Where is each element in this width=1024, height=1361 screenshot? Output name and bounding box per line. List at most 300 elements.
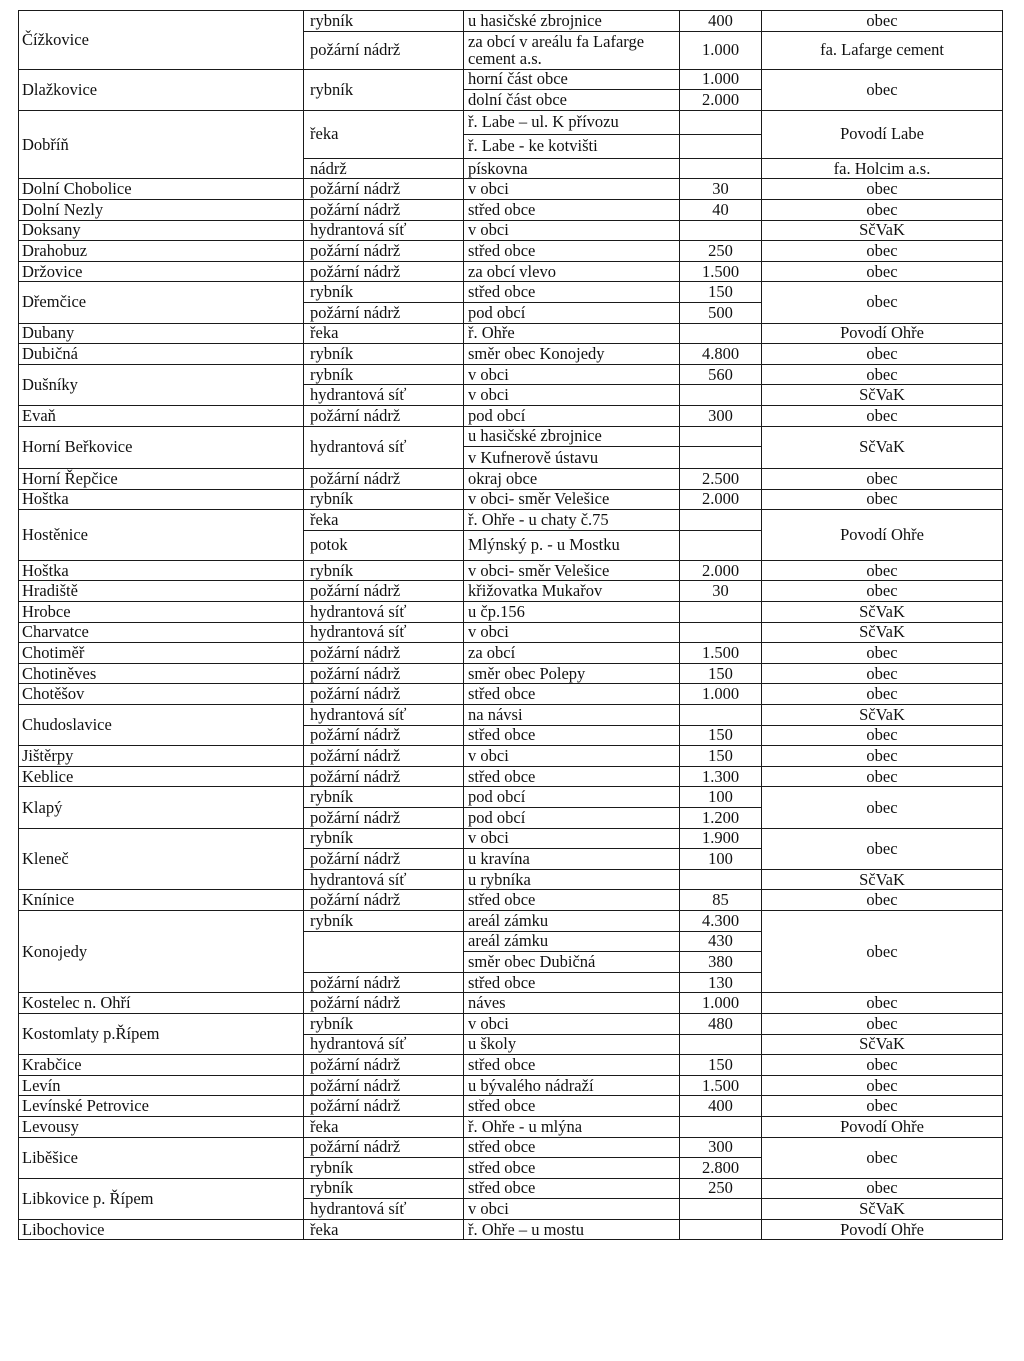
source-type-cell: požární nádrž: [304, 808, 464, 829]
source-type-cell: požární nádrž: [304, 993, 464, 1014]
municipality-cell: Levínské Petrovice: [19, 1096, 304, 1117]
volume-cell: 40: [680, 199, 762, 220]
owner-cell: SčVaK: [762, 385, 1003, 406]
table-row: [19, 581, 1003, 602]
location-cell: v Kufnerově ústavu: [464, 447, 680, 469]
table-row: [19, 643, 1003, 664]
source-type-cell: požární nádrž: [304, 725, 464, 746]
owner-cell: obec: [762, 766, 1003, 787]
location-cell: střed obce: [464, 1096, 680, 1117]
source-type-cell: nádrž: [304, 158, 464, 179]
volume-cell: [680, 510, 762, 531]
location-cell: střed obce: [464, 684, 680, 705]
municipality-cell: Libkovice p. Řípem: [19, 1178, 304, 1219]
source-type-cell: požární nádrž: [304, 890, 464, 911]
location-cell: střed obce: [464, 241, 680, 262]
volume-cell: 2.000: [680, 489, 762, 510]
table-row: [19, 705, 1003, 726]
municipality-cell: Liběšice: [19, 1137, 304, 1178]
volume-cell: 1.500: [680, 643, 762, 664]
owner-cell: obec: [762, 11, 1003, 32]
source-type-cell: rybník: [304, 1013, 464, 1034]
municipality-cell: Chotiněves: [19, 663, 304, 684]
source-type-cell: požární nádrž: [304, 302, 464, 323]
location-cell: střed obce: [464, 725, 680, 746]
volume-cell: 300: [680, 405, 762, 426]
table-row: [19, 241, 1003, 262]
source-type-cell: rybník: [304, 11, 464, 32]
source-type-cell: požární nádrž: [304, 31, 464, 69]
owner-cell: SčVaK: [762, 869, 1003, 890]
location-cell: střed obce: [464, 890, 680, 911]
location-cell: za obcí: [464, 643, 680, 664]
owner-cell: fa. Holcim a.s.: [762, 158, 1003, 179]
volume-cell: 1.000: [680, 684, 762, 705]
location-cell: za obcí v areálu fa Lafarge cement a.s.: [464, 31, 680, 69]
water-sources-table-body: [19, 11, 1003, 1240]
table-row: [19, 1116, 1003, 1137]
owner-cell: SčVaK: [762, 705, 1003, 726]
volume-cell: [680, 869, 762, 890]
location-cell: střed obce: [464, 766, 680, 787]
location-cell: v obci- směr Velešice: [464, 489, 680, 510]
owner-cell: obec: [762, 581, 1003, 602]
location-cell: v obci: [464, 220, 680, 241]
location-cell: areál zámku: [464, 910, 680, 931]
volume-cell: [680, 220, 762, 241]
owner-cell: obec: [762, 746, 1003, 767]
table-row: [19, 489, 1003, 510]
location-cell: v obci: [464, 746, 680, 767]
table-row: [19, 787, 1003, 808]
source-type-cell: požární nádrž: [304, 849, 464, 870]
owner-cell: obec: [762, 261, 1003, 282]
source-type-cell: hydrantová síť: [304, 705, 464, 726]
municipality-cell: Hrobce: [19, 602, 304, 623]
municipality-cell: Horní Řepčice: [19, 469, 304, 490]
municipality-cell: Horní Beřkovice: [19, 426, 304, 469]
volume-cell: [680, 1219, 762, 1240]
table-row: [19, 560, 1003, 581]
owner-cell: obec: [762, 1096, 1003, 1117]
table-row: [19, 510, 1003, 531]
owner-cell: obec: [762, 684, 1003, 705]
municipality-cell: Jištěrpy: [19, 746, 304, 767]
location-cell: u rybníka: [464, 869, 680, 890]
owner-cell: obec: [762, 69, 1003, 110]
location-cell: pod obcí: [464, 302, 680, 323]
municipality-cell: Hoštka: [19, 560, 304, 581]
municipality-cell: Dubany: [19, 323, 304, 344]
source-type-cell: hydrantová síť: [304, 869, 464, 890]
municipality-cell: Doksany: [19, 220, 304, 241]
volume-cell: [680, 705, 762, 726]
volume-cell: 2.500: [680, 469, 762, 490]
volume-cell: 400: [680, 1096, 762, 1117]
municipality-cell: Levousy: [19, 1116, 304, 1137]
water-sources-sheet: [18, 10, 1003, 1240]
municipality-cell: Krabčice: [19, 1055, 304, 1076]
volume-cell: 560: [680, 364, 762, 385]
source-type-cell: rybník: [304, 828, 464, 849]
location-cell: střed obce: [464, 1178, 680, 1199]
table-row: [19, 1219, 1003, 1240]
municipality-cell: Dolní Chobolice: [19, 179, 304, 200]
volume-cell: 1.200: [680, 808, 762, 829]
municipality-cell: Klapý: [19, 787, 304, 828]
table-row: [19, 282, 1003, 303]
water-sources-table: [18, 10, 1003, 1240]
table-row: [19, 993, 1003, 1014]
volume-cell: [680, 447, 762, 469]
table-row: [19, 364, 1003, 385]
location-cell: ř. Ohře - u chaty č.75: [464, 510, 680, 531]
volume-cell: 1.000: [680, 69, 762, 90]
municipality-cell: Chotěšov: [19, 684, 304, 705]
source-type-cell: požární nádrž: [304, 241, 464, 262]
owner-cell: obec: [762, 241, 1003, 262]
source-type-cell: požární nádrž: [304, 469, 464, 490]
municipality-cell: Kleneč: [19, 828, 304, 890]
owner-cell: obec: [762, 910, 1003, 992]
source-type-cell: požární nádrž: [304, 1096, 464, 1117]
owner-cell: Povodí Ohře: [762, 323, 1003, 344]
owner-cell: obec: [762, 1013, 1003, 1034]
volume-cell: 150: [680, 725, 762, 746]
owner-cell: SčVaK: [762, 602, 1003, 623]
source-type-cell: požární nádrž: [304, 405, 464, 426]
owner-cell: obec: [762, 725, 1003, 746]
source-type-cell: požární nádrž: [304, 766, 464, 787]
volume-cell: 300: [680, 1137, 762, 1158]
volume-cell: 1.900: [680, 828, 762, 849]
owner-cell: Povodí Ohře: [762, 1219, 1003, 1240]
municipality-cell: Hoštka: [19, 489, 304, 510]
municipality-cell: Hradiště: [19, 581, 304, 602]
municipality-cell: Dubičná: [19, 344, 304, 365]
municipality-cell: Knínice: [19, 890, 304, 911]
owner-cell: obec: [762, 364, 1003, 385]
location-cell: v obci: [464, 1013, 680, 1034]
source-type-cell: řeka: [304, 1116, 464, 1137]
location-cell: směr obec Polepy: [464, 663, 680, 684]
location-cell: v obci: [464, 385, 680, 406]
location-cell: střed obce: [464, 1158, 680, 1179]
source-type-cell: rybník: [304, 1178, 464, 1199]
owner-cell: obec: [762, 199, 1003, 220]
location-cell: horní část obce: [464, 69, 680, 90]
municipality-cell: Kostomlaty p.Řípem: [19, 1013, 304, 1054]
source-type-cell: požární nádrž: [304, 663, 464, 684]
owner-cell: obec: [762, 1075, 1003, 1096]
municipality-cell: Dobříň: [19, 110, 304, 179]
table-row: [19, 426, 1003, 447]
table-row: [19, 602, 1003, 623]
volume-cell: 30: [680, 179, 762, 200]
municipality-cell: Keblice: [19, 766, 304, 787]
location-cell: u kravína: [464, 849, 680, 870]
table-row: [19, 1178, 1003, 1199]
source-type-cell: rybník: [304, 489, 464, 510]
municipality-cell: Konojedy: [19, 910, 304, 992]
volume-cell: 100: [680, 849, 762, 870]
volume-cell: 150: [680, 746, 762, 767]
volume-cell: 2.000: [680, 90, 762, 111]
source-type-cell: rybník: [304, 560, 464, 581]
source-type-cell: řeka: [304, 110, 464, 158]
volume-cell: [680, 1199, 762, 1220]
location-cell: za obcí vlevo: [464, 261, 680, 282]
location-cell: směr obec Dubičná: [464, 952, 680, 973]
table-row: [19, 469, 1003, 490]
source-type-cell: hydrantová síť: [304, 220, 464, 241]
location-cell: pod obcí: [464, 787, 680, 808]
source-type-cell: rybník: [304, 1158, 464, 1179]
table-row: [19, 1137, 1003, 1158]
owner-cell: obec: [762, 1137, 1003, 1178]
owner-cell: SčVaK: [762, 220, 1003, 241]
table-row: [19, 11, 1003, 32]
source-type-cell: hydrantová síť: [304, 622, 464, 643]
location-cell: u bývalého nádraží: [464, 1075, 680, 1096]
municipality-cell: Drahobuz: [19, 241, 304, 262]
location-cell: v obci: [464, 364, 680, 385]
location-cell: ř. Ohře – u mostu: [464, 1219, 680, 1240]
table-row: [19, 1055, 1003, 1076]
owner-cell: obec: [762, 993, 1003, 1014]
location-cell: v obci: [464, 1199, 680, 1220]
source-type-cell: požární nádrž: [304, 581, 464, 602]
volume-cell: 1.000: [680, 993, 762, 1014]
owner-cell: Povodí Labe: [762, 110, 1003, 158]
location-cell: střed obce: [464, 1055, 680, 1076]
location-cell: v obci- směr Velešice: [464, 560, 680, 581]
source-type-cell: hydrantová síť: [304, 1034, 464, 1055]
volume-cell: 130: [680, 972, 762, 993]
source-type-cell: požární nádrž: [304, 1137, 464, 1158]
municipality-cell: Dlažkovice: [19, 69, 304, 110]
table-row: [19, 323, 1003, 344]
location-cell: pod obcí: [464, 405, 680, 426]
volume-cell: 380: [680, 952, 762, 973]
volume-cell: [680, 622, 762, 643]
source-type-cell: řeka: [304, 1219, 464, 1240]
volume-cell: 1.000: [680, 31, 762, 69]
table-row: [19, 622, 1003, 643]
volume-cell: 1.500: [680, 261, 762, 282]
table-row: [19, 1075, 1003, 1096]
source-type-cell: hydrantová síť: [304, 602, 464, 623]
source-type-cell: rybník: [304, 344, 464, 365]
source-type-cell: požární nádrž: [304, 261, 464, 282]
table-row: [19, 828, 1003, 849]
source-type-cell: požární nádrž: [304, 199, 464, 220]
owner-cell: obec: [762, 489, 1003, 510]
municipality-cell: Hostěnice: [19, 510, 304, 561]
volume-cell: 1.300: [680, 766, 762, 787]
volume-cell: [680, 530, 762, 560]
table-row: [19, 910, 1003, 931]
volume-cell: [680, 426, 762, 447]
table-row: [19, 766, 1003, 787]
owner-cell: obec: [762, 405, 1003, 426]
municipality-cell: Kostelec n. Ohří: [19, 993, 304, 1014]
location-cell: u školy: [464, 1034, 680, 1055]
municipality-cell: Levín: [19, 1075, 304, 1096]
owner-cell: obec: [762, 1178, 1003, 1199]
municipality-cell: Dolní Nezly: [19, 199, 304, 220]
municipality-cell: Evaň: [19, 405, 304, 426]
location-cell: střed obce: [464, 972, 680, 993]
source-type-cell: rybník: [304, 910, 464, 931]
table-row: [19, 405, 1003, 426]
owner-cell: obec: [762, 643, 1003, 664]
volume-cell: 150: [680, 663, 762, 684]
table-row: [19, 746, 1003, 767]
location-cell: dolní část obce: [464, 90, 680, 111]
owner-cell: obec: [762, 282, 1003, 323]
owner-cell: Povodí Ohře: [762, 1116, 1003, 1137]
volume-cell: 480: [680, 1013, 762, 1034]
source-type-cell: požární nádrž: [304, 179, 464, 200]
owner-cell: obec: [762, 663, 1003, 684]
table-row: [19, 220, 1003, 241]
location-cell: u hasičské zbrojnice: [464, 11, 680, 32]
municipality-cell: Čížkovice: [19, 11, 304, 70]
volume-cell: 500: [680, 302, 762, 323]
owner-cell: SčVaK: [762, 622, 1003, 643]
source-type-cell: rybník: [304, 69, 464, 110]
location-cell: střed obce: [464, 282, 680, 303]
location-cell: střed obce: [464, 199, 680, 220]
location-cell: v obci: [464, 828, 680, 849]
volume-cell: [680, 158, 762, 179]
table-row: [19, 261, 1003, 282]
owner-cell: obec: [762, 179, 1003, 200]
volume-cell: 150: [680, 1055, 762, 1076]
table-row: [19, 684, 1003, 705]
location-cell: ř. Ohře - u mlýna: [464, 1116, 680, 1137]
source-type-cell: hydrantová síť: [304, 385, 464, 406]
volume-cell: 4.300: [680, 910, 762, 931]
municipality-cell: Dušníky: [19, 364, 304, 405]
location-cell: směr obec Konojedy: [464, 344, 680, 365]
volume-cell: 1.500: [680, 1075, 762, 1096]
municipality-cell: Libochovice: [19, 1219, 304, 1240]
volume-cell: [680, 1116, 762, 1137]
volume-cell: 4.800: [680, 344, 762, 365]
location-cell: u hasičské zbrojnice: [464, 426, 680, 447]
owner-cell: obec: [762, 344, 1003, 365]
source-type-cell: požární nádrž: [304, 746, 464, 767]
owner-cell: SčVaK: [762, 1034, 1003, 1055]
location-cell: ř. Ohře: [464, 323, 680, 344]
source-type-cell: rybník: [304, 787, 464, 808]
location-cell: v obci: [464, 622, 680, 643]
volume-cell: [680, 1034, 762, 1055]
source-type-cell: požární nádrž: [304, 684, 464, 705]
table-row: [19, 1013, 1003, 1034]
volume-cell: 2.000: [680, 560, 762, 581]
table-row: [19, 890, 1003, 911]
table-row: [19, 69, 1003, 90]
volume-cell: 30: [680, 581, 762, 602]
volume-cell: 250: [680, 241, 762, 262]
owner-cell: fa. Lafarge cement: [762, 31, 1003, 69]
owner-cell: obec: [762, 560, 1003, 581]
municipality-cell: Držovice: [19, 261, 304, 282]
location-cell: areál zámku: [464, 931, 680, 952]
source-type-cell: rybník: [304, 364, 464, 385]
location-cell: v obci: [464, 179, 680, 200]
owner-cell: SčVaK: [762, 1199, 1003, 1220]
owner-cell: obec: [762, 469, 1003, 490]
source-type-cell: hydrantová síť: [304, 426, 464, 469]
volume-cell: [680, 602, 762, 623]
volume-cell: [680, 134, 762, 158]
location-cell: na návsi: [464, 705, 680, 726]
municipality-cell: Chotiměř: [19, 643, 304, 664]
volume-cell: 150: [680, 282, 762, 303]
volume-cell: [680, 385, 762, 406]
volume-cell: 250: [680, 1178, 762, 1199]
location-cell: Mlýnský p. - u Mostku: [464, 530, 680, 560]
source-type-cell: hydrantová síť: [304, 1199, 464, 1220]
source-type-cell: požární nádrž: [304, 1075, 464, 1096]
owner-cell: obec: [762, 787, 1003, 828]
source-type-cell: požární nádrž: [304, 972, 464, 993]
table-row: [19, 1096, 1003, 1117]
location-cell: náves: [464, 993, 680, 1014]
source-type-cell: potok: [304, 530, 464, 560]
source-type-cell: rybník: [304, 282, 464, 303]
owner-cell: obec: [762, 890, 1003, 911]
volume-cell: 2.800: [680, 1158, 762, 1179]
table-row: [19, 179, 1003, 200]
source-type-cell: požární nádrž: [304, 643, 464, 664]
location-cell: pískovna: [464, 158, 680, 179]
volume-cell: 400: [680, 11, 762, 32]
owner-cell: obec: [762, 828, 1003, 869]
volume-cell: 430: [680, 931, 762, 952]
table-row: [19, 110, 1003, 134]
source-type-cell: řeka: [304, 323, 464, 344]
table-row: [19, 199, 1003, 220]
municipality-cell: Chudoslavice: [19, 705, 304, 746]
volume-cell: 100: [680, 787, 762, 808]
volume-cell: [680, 323, 762, 344]
location-cell: křižovatka Mukařov: [464, 581, 680, 602]
volume-cell: [680, 110, 762, 134]
owner-cell: Povodí Ohře: [762, 510, 1003, 561]
location-cell: u čp.156: [464, 602, 680, 623]
location-cell: okraj obce: [464, 469, 680, 490]
volume-cell: 85: [680, 890, 762, 911]
table-row: [19, 663, 1003, 684]
source-type-cell: požární nádrž: [304, 1055, 464, 1076]
owner-cell: obec: [762, 1055, 1003, 1076]
table-row: [19, 344, 1003, 365]
municipality-cell: Charvatce: [19, 622, 304, 643]
owner-cell: SčVaK: [762, 426, 1003, 469]
location-cell: střed obce: [464, 1137, 680, 1158]
source-type-cell: [304, 931, 464, 972]
location-cell: ř. Labe - ke kotvišti: [464, 134, 680, 158]
municipality-cell: Dřemčice: [19, 282, 304, 323]
location-cell: ř. Labe – ul. K přívozu: [464, 110, 680, 134]
source-type-cell: řeka: [304, 510, 464, 531]
location-cell: pod obcí: [464, 808, 680, 829]
